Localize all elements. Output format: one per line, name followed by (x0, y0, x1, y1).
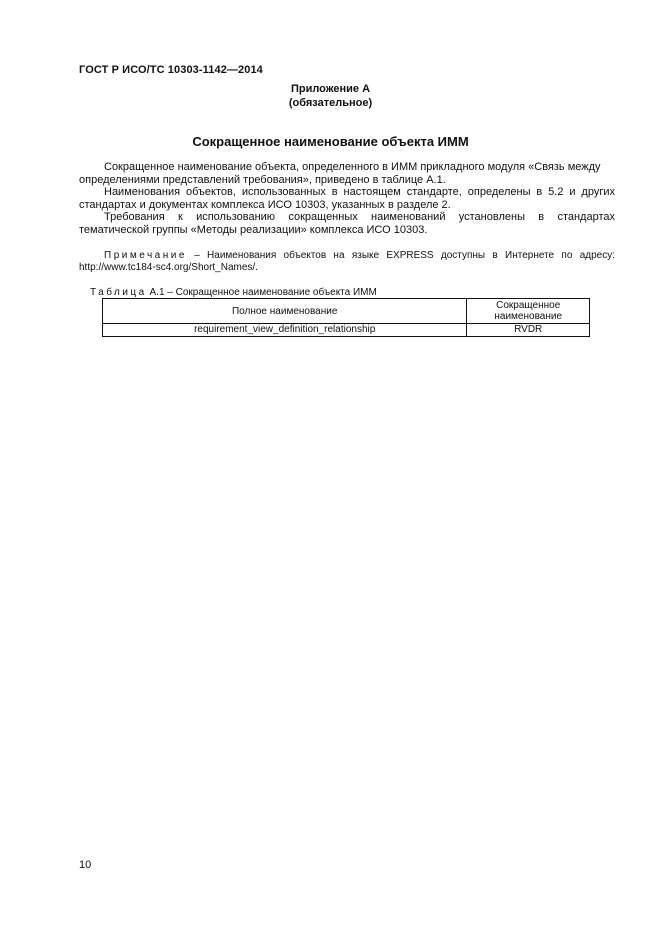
paragraph-1 (79, 161, 615, 187)
table-caption-text: А.1 – Сокращенное наименование объекта ИММ (146, 287, 377, 298)
table-header-row (103, 299, 590, 324)
note-label: Примечание (104, 250, 187, 261)
table-caption-label: Таблица (90, 287, 147, 298)
paragraph-2 (79, 186, 615, 212)
paragraph-2-text: Наименования объектов, использованных в настоящем стандарте, определены в 5.2 и других стандартах и документах комплекса ИСО 10303, указанных в разделе 2. (79, 186, 615, 211)
table-caption (90, 287, 377, 298)
note (79, 250, 615, 274)
paragraph-1-text: Сокращенное наименование объекта, определенного в ИММ прикладного модуля «Связь между определениями представлений требования», приведено в таблице А.1. (79, 161, 601, 186)
table-cell-short-name: RVDR (467, 324, 590, 337)
table-row (103, 324, 590, 337)
table-header-full-name: Полное наименование (103, 299, 467, 324)
annex-title: Приложение А (290, 83, 371, 95)
table-cell-full-name: requirement_view_definition_relationship (103, 324, 467, 337)
table-header-short-name: Сокращенное наименование (467, 299, 590, 324)
paragraph-3 (79, 211, 615, 237)
paragraph-3-text: Требования к использованию сокращенных наименований установлены в стандартах тематической группы «Методы реализации» комплекса ИСО 10303. (79, 211, 615, 236)
section-title: Сокращенное наименование объекта ИММ (192, 134, 469, 149)
short-names-table (102, 298, 590, 337)
document-header: ГОСТ Р ИСО/ТС 10303-1142—2014 (79, 64, 263, 76)
page-number: 10 (79, 859, 92, 871)
note-text: – Наименования объектов на языке EXPRESS доступны в Интернете по адресу: http://www.tc184-sc4.org/Short_Names/. (79, 250, 615, 273)
annex-status: (обязательное) (288, 97, 373, 109)
